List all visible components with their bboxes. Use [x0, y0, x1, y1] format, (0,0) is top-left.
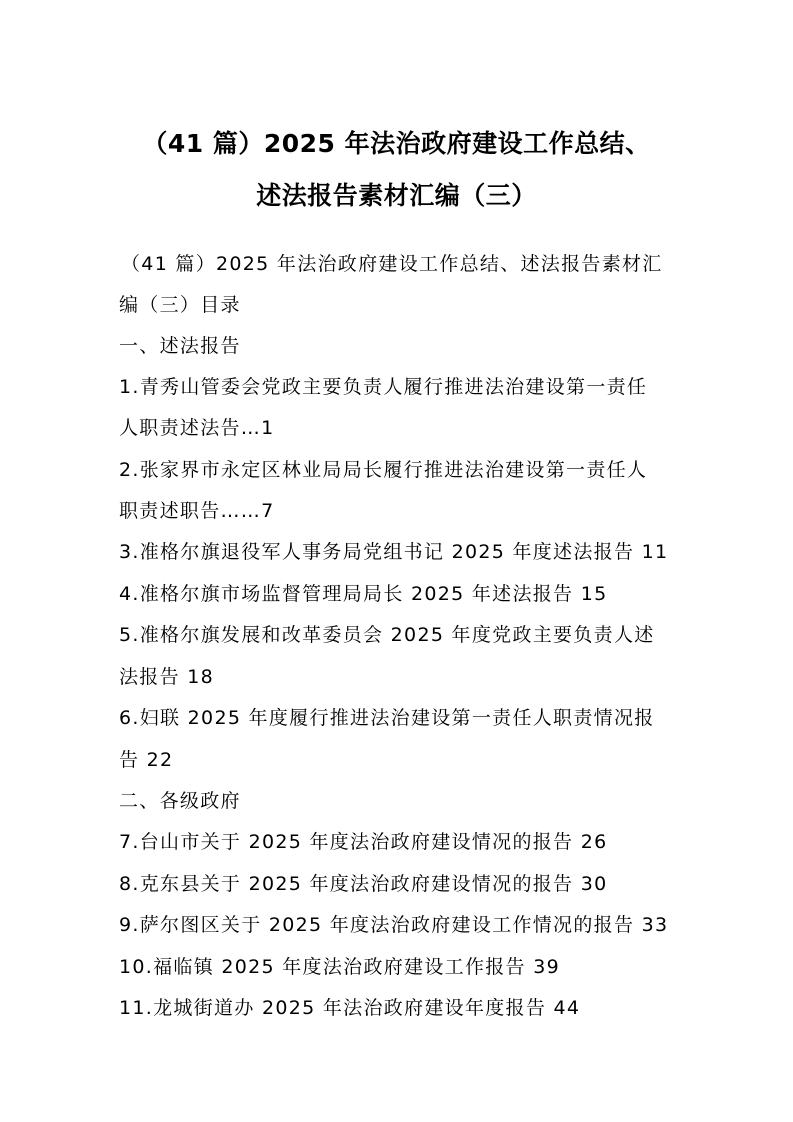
toc-item-2-line-2: 职责述职告……7	[119, 500, 275, 522]
toc-item-9: 9.萨尔图区关于 2025 年度法治政府建设工作情况的报告 33	[119, 914, 669, 936]
toc-item-2-line-1: 2.张家界市永定区林业局局长履行推进法治建设第一责任人	[119, 459, 648, 481]
document-title-line-2: 述法报告素材汇编（三）	[256, 181, 537, 210]
toc-item-11: 11.龙城街道办 2025 年法治政府建设年度报告 44	[119, 997, 581, 1019]
document-title-line-1: （41 篇）2025 年法治政府建设工作总结、	[142, 129, 651, 158]
toc-item-1-line-1: 1.青秀山管委会党政主要负责人履行推进法治建设第一责任	[119, 376, 648, 398]
toc-item-4: 4.准格尔旗市场监督管理局局长 2025 年述法报告 15	[119, 583, 608, 605]
toc-item-1-line-2: 人职责述法告…1	[119, 417, 275, 439]
toc-item-6-line-2: 告 22	[119, 749, 174, 771]
intro-line-1: （41 篇）2025 年法治政府建设工作总结、述法报告素材汇	[121, 253, 663, 275]
toc-item-8: 8.克东县关于 2025 年度法治政府建设情况的报告 30	[119, 873, 608, 895]
toc-item-10: 10.福临镇 2025 年度法治政府建设工作报告 39	[119, 956, 560, 978]
intro-line-2: 编（三）目录	[119, 294, 241, 316]
toc-item-6-line-1: 6.妇联 2025 年度履行推进法治建设第一责任人职责情况报	[119, 707, 655, 729]
section-heading-2: 二、各级政府	[119, 790, 241, 812]
toc-item-7: 7.台山市关于 2025 年度法治政府建设情况的报告 26	[119, 831, 608, 853]
toc-item-5-line-1: 5.准格尔旗发展和改革委员会 2025 年度党政主要负责人述	[119, 624, 655, 646]
section-heading-1: 一、述法报告	[119, 335, 241, 357]
toc-item-5-line-2: 法报告 18	[119, 666, 215, 688]
toc-item-3: 3.准格尔旗退役军人事务局党组书记 2025 年度述法报告 11	[119, 541, 669, 563]
